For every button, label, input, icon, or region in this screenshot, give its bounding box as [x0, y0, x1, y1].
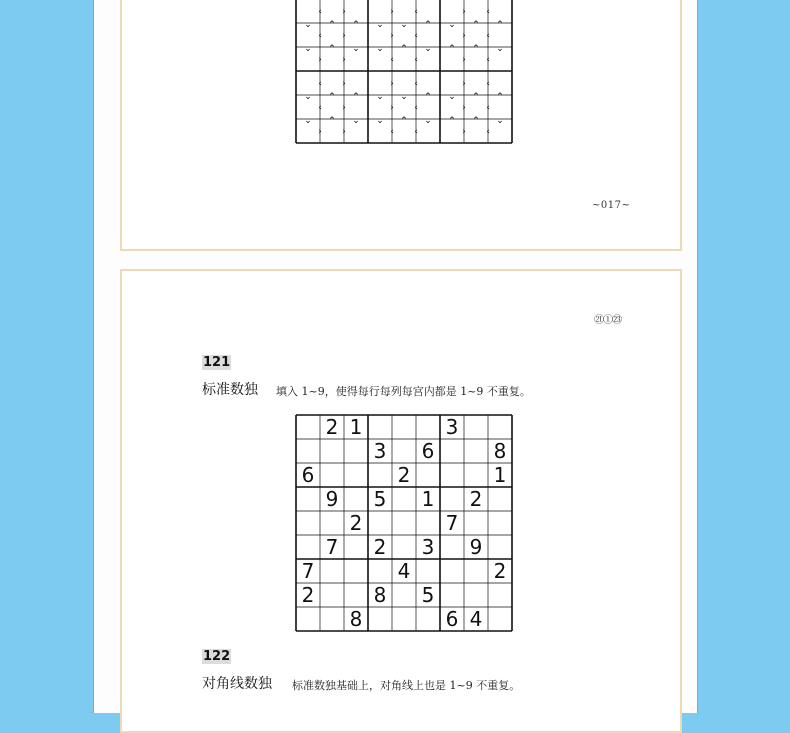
sudoku-given-digit: 1: [493, 463, 507, 487]
puzzle-title: 标准数独: [202, 382, 258, 398]
inequality-sign: ‹: [486, 31, 490, 41]
inequality-sign: ⌃: [472, 116, 480, 126]
inequality-sign: ⌃: [424, 92, 432, 102]
inequality-sign: ‹: [486, 79, 490, 89]
inequality-sign: ⌃: [448, 116, 456, 126]
inequality-sign: ›: [390, 79, 394, 89]
inequality-sign: ⌄: [400, 20, 408, 30]
inequality-sign: ⌃: [328, 116, 336, 126]
inequality-sign: ⌃: [400, 44, 408, 54]
inequality-sign: ⌃: [328, 44, 336, 54]
inequality-sign: ⌃: [400, 116, 408, 126]
inequality-sign: ›: [342, 55, 346, 65]
inequality-sign: ›: [462, 55, 466, 65]
inequality-sign: ›: [462, 7, 466, 17]
inequality-sign: ‹: [486, 7, 490, 17]
inequality-sign: ‹: [318, 7, 322, 17]
inequality-sign: ‹: [390, 127, 394, 137]
inequality-sign: ⌃: [352, 20, 360, 30]
inequality-sign: ⌄: [376, 20, 384, 30]
puzzle-title: 对角线数独: [202, 676, 272, 692]
inequality-sign: ⌃: [496, 20, 504, 30]
inequality-sign: ⌄: [400, 92, 408, 102]
sudoku-given-digit: 7: [325, 535, 339, 559]
sudoku-given-digit: 9: [325, 487, 339, 511]
sudoku-given-digit: 1: [421, 487, 435, 511]
puzzle-number: 121: [203, 355, 231, 370]
puzzle-number: 122: [203, 649, 231, 664]
inequality-sign: ›: [462, 103, 466, 113]
inequality-sign: ›: [342, 103, 346, 113]
inequality-sign: ⌄: [304, 116, 312, 126]
inequality-sign: ⌄: [376, 44, 384, 54]
inequality-sign: ›: [462, 79, 466, 89]
inequality-sign: ‹: [318, 79, 322, 89]
inequality-sign: ›: [462, 127, 466, 137]
sudoku-given-digit: 6: [421, 439, 435, 463]
inequality-sign: ⌃: [472, 44, 480, 54]
inequality-sign: ›: [390, 31, 394, 41]
sudoku-given-digit: 8: [493, 439, 507, 463]
sudoku-given-digit: 8: [349, 607, 363, 631]
page-number: ~017~: [592, 200, 631, 211]
inequality-sign: ⌃: [496, 92, 504, 102]
inequality-sudoku-grid: [122, 0, 680, 249]
inequality-sign: ‹: [318, 31, 322, 41]
sudoku-given-digit: 8: [373, 583, 387, 607]
inequality-sign: ⌄: [496, 116, 504, 126]
inequality-sign: ›: [390, 7, 394, 17]
inequality-sign: ⌃: [472, 92, 480, 102]
inequality-sign: ⌄: [352, 116, 360, 126]
sudoku-given-digit: 6: [445, 607, 459, 631]
inequality-sign: ⌃: [328, 92, 336, 102]
sudoku-given-digit: 2: [469, 487, 483, 511]
inequality-sign: ‹: [414, 31, 418, 41]
inequality-sign: ‹: [318, 103, 322, 113]
inequality-sign: ⌃: [424, 20, 432, 30]
sudoku-given-digit: 7: [445, 511, 459, 535]
sudoku-given-digit: 2: [325, 415, 339, 439]
sudoku-given-digit: 2: [349, 511, 363, 535]
sudoku-given-digit: 2: [493, 559, 507, 583]
inequality-sign: ‹: [486, 55, 490, 65]
inequality-sign: ‹: [414, 55, 418, 65]
inequality-sign: ⌄: [448, 92, 456, 102]
inequality-sign: ⌄: [352, 44, 360, 54]
inequality-sign: ‹: [414, 7, 418, 17]
inequality-sign: ›: [342, 127, 346, 137]
inequality-sign: ‹: [414, 79, 418, 89]
sudoku-given-digit: 2: [301, 583, 315, 607]
sudoku-given-digit: 5: [373, 487, 387, 511]
sudoku-given-digit: 2: [397, 463, 411, 487]
inequality-sign: ‹: [390, 55, 394, 65]
inequality-sign: ›: [390, 103, 394, 113]
puzzle-instruction: 填入 1~9，使得每行每列每宫内都是 1~9 不重复。: [276, 385, 531, 398]
sudoku-given-digit: 4: [397, 559, 411, 583]
sudoku-given-digit: 7: [301, 559, 315, 583]
inequality-sign: ›: [342, 7, 346, 17]
inequality-sign: ⌃: [328, 20, 336, 30]
page-header-mark: ㉑①㉓: [594, 315, 621, 326]
inequality-sign: ⌄: [304, 44, 312, 54]
inequality-sign: ‹: [486, 127, 490, 137]
sudoku-given-digit: 3: [445, 415, 459, 439]
book-page-bottom: [120, 269, 682, 733]
inequality-sign: ›: [318, 55, 322, 65]
inequality-sign: ⌄: [424, 116, 432, 126]
inequality-sign: ⌃: [472, 20, 480, 30]
inequality-sign: ›: [318, 127, 322, 137]
inequality-sign: ⌄: [448, 20, 456, 30]
inequality-sign: ›: [342, 79, 346, 89]
puzzle-instruction: 标准数独基础上，对角线上也是 1~9 不重复。: [292, 679, 521, 692]
sudoku-given-digit: 2: [373, 535, 387, 559]
inequality-sign: ⌄: [304, 20, 312, 30]
inequality-sign: ‹: [486, 103, 490, 113]
inequality-sign: ⌄: [304, 92, 312, 102]
sudoku-given-digit: 3: [421, 535, 435, 559]
book-page-top: [120, 0, 682, 251]
sudoku-given-digit: 4: [469, 607, 483, 631]
sudoku-given-digit: 1: [349, 415, 363, 439]
inequality-sign: ›: [462, 31, 466, 41]
inequality-sign: ‹: [414, 103, 418, 113]
inequality-sign: ›: [342, 31, 346, 41]
inequality-sign: ⌄: [376, 116, 384, 126]
sudoku-given-digit: 6: [301, 463, 315, 487]
inequality-sign: ⌃: [352, 92, 360, 102]
inequality-sign: ⌃: [448, 44, 456, 54]
document-sheet: [93, 0, 698, 713]
inequality-sign: ‹: [414, 127, 418, 137]
inequality-sign: ⌄: [496, 44, 504, 54]
sudoku-given-digit: 9: [469, 535, 483, 559]
sudoku-given-digit: 5: [421, 583, 435, 607]
inequality-sign: ⌄: [376, 92, 384, 102]
inequality-sign: ⌄: [424, 44, 432, 54]
sudoku-given-digit: 3: [373, 439, 387, 463]
